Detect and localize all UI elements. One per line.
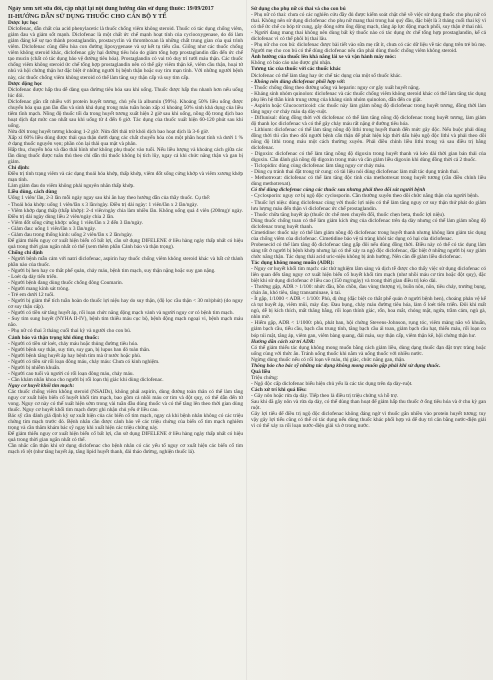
paragraph: - Thuốc lợi niệu: dùng diclofenac cùng với thuốc lợi niệu có thể làm tăng nguy cơ suy thận thứ phát do giảm lưu lượng máu đến thận vì diclofenac ức chế prostaglandin.	[251, 199, 486, 212]
paragraph: - Lithium: diclofenac có thể làm tăng nồng độ lithi trong huyết thanh đến mức gây độc. Nếu buộc phải dùng đồng thời thì cần theo dõi người bệnh cẩn thận để phát hiện kịp thời dấu hiệu ngộ độc lithi và phải theo dõi nồng độ lithi trong máu một cách thường xuyên. Phải điều chỉnh liều lithi trong và sau điều trị bằng diclofenac.	[251, 126, 486, 152]
subheading: Nguy cơ huyết khối tim mạch:	[8, 382, 75, 389]
revision-date: 19/09/2017	[186, 6, 214, 12]
paragraph: Diclofenac gắn rất nhiều với protein huyết tương, chủ yếu là albumin (99%). Khoảng 50% liều uống được chuyển hóa qua gan lần đầu và sinh khả dụng trong máu tuần hoàn xấp xỉ khoảng 50% sinh khả dụng của liều tiêm tĩnh mạch. Nồng độ thuốc tối đa trong huyết tương xuất hiện 2 giờ sau khi uống, nồng độ trong dịch bao hoạt dịch đạt mức cao nhất sau khi uống từ 4 đến 6 giờ. Tác dụng của thuốc xuất hiện 60-120 phút sau khi uống.	[8, 98, 243, 129]
subheading: Cảnh báo và thận trọng khi dùng thuốc:	[8, 334, 100, 341]
paragraph: - Người bệnh mẫn cảm với natri diclofenac, aspirin hay thuốc chống viêm không steroid khác và bất cứ thành phần nào của thuốc.	[8, 255, 243, 268]
paragraph: - Người bị giảm thể tích tuần hoàn do thuốc lợi niệu hay do suy thận, (độ lọc cầu thận < 30 ml/phút) (do nguy cơ suy thận cấp).	[8, 298, 243, 311]
paragraph: Không có báo cáo nào được ghi nhận.	[251, 60, 332, 67]
paragraph: - Digoxin: diclofenac có thể làm tăng nồng độ digoxin trong huyết thanh và kéo dài thời gian bán thải của digoxin. Cần đánh giá nồng độ digoxin trong máu và cần giảm liều digoxin khi dùng đồng thời cả 2 thuốc.	[251, 151, 486, 164]
paragraph: Ngừng dùng thuốc nếu có rối loạn về máu, thị giác, chức năng gan, thận.	[251, 356, 406, 363]
paragraph: - Hiếm gặp, ADR < 1/1000: phù, phát ban, hội chứng Stevens-Johnson, rụng tóc, viêm màng não vô khuẩn, giảm bạch cầu, tiểu cầu, bạch cầu trung tính, tăng bạch cầu ái toan, giảm bạch cầu hạt, thiếu máu, rối loạn co bóp túi mật, tăng áp, viêm gan, viêm bàng quang, đái máu, suy thận cấp, viêm thận kẽ, hội chứng thận hư.	[251, 320, 486, 339]
paragraph: - Người bị hen hay co thắt phế quản, chảy máu, bệnh tim mạch, suy thận nặng hoặc suy gan nặng.	[8, 268, 216, 275]
paragraph: - Suy tim sung huyết (NYHA II-IV), bệnh tim thiếu máu cục bộ, bệnh động mạch ngoại vi, bệnh mạch máu não.	[8, 316, 243, 329]
paragraph: Triệu chứng:	[251, 374, 279, 381]
paragraph: Cần nhắc cẩn thận khi sử dụng diclofenac cho bệnh nhân có các yếu tố nguy cơ xuất hiện các biến cố tim mạch rõ rệt (như tăng huyết áp, tăng lipid huyết thanh, đái tháo đường, nghiện thuốc lá).	[8, 443, 243, 456]
paragraph: - Người có tiền sử tăng huyết áp, rối loạn chức năng động mạch vành và người nguy cơ có bệnh tim mạch.	[8, 310, 234, 317]
paragraph: - Người cao tuổi và người có rối loạn đông máu, chảy máu.	[8, 370, 134, 377]
left-column	[8, 6, 243, 676]
paragraph: - Aspirin hoặc Glucocorticoid: các thuốc này làm giảm nồng độ diclofenac trong huyết tương, đồng thời làm tăng nguy cơ chảy máu dạ dày-ruột.	[251, 102, 486, 115]
paragraph: - Ít gặp, 1/1000 < ADR < 1/100: Phù, dị ứng (đặc biệt co thắt phế quản ở người bệnh hen), choáng phản vệ kể cả tụt huyết áp, viêm mũi, mày đay. Đau bụng, chảy máu đường tiêu hóa, làm ổ loét tiến triển. Đôi khi mất ngủ, dễ bị kích thích, mất thăng bằng, rối loạn thính giác, rốn, hoa mắt, chóng mặt, ngứa, trầm cảm, ngủ gà, nhìn mờ.	[251, 296, 486, 321]
paragraph: - Nguy cơ huyết khối tim mạch: các thử nghiệm lâm sàng và dịch tễ được cho thấy việc sử dụng diclofenac có liên quan đến tăng nguy cơ xuất hiện biến cố huyết khối tim mạch (như nhồi máu cơ tim hoặc đột quỵ), đặc biệt khi sử dụng diclofenac ở liều cao (150 mg/ngày) và trong thời gian điều trị kéo dài.	[251, 266, 486, 285]
paragraph: - Thuốc chống đông theo đường uống và heparin: nguy cơ gây xuất huyết nặng.	[251, 84, 420, 91]
paragraph: - Người có tiền sử rối loạn đông máu, chảy máu: Chưa có kinh nghiệm.	[8, 358, 160, 365]
paragraph: Xấp xỉ 60% liều dùng được thải qua thận dưới dạng các chất chuyển hóa còn một phần hoạt tính và dưới 1 % ở dạng thuốc nguyên vẹn; phần còn lại thải qua mật và phân.	[8, 134, 243, 148]
paragraph: - Thường gặp, ADR > 1/100: nhức đầu, bồn chồn, đau vùng thượng vị, buồn nôn, nôn, tiêu chảy, trướng bụng, chán ăn, khó tiêu, tăng transaminase, ù tai.	[251, 284, 486, 297]
paragraph: - Phụ nữ có thai: chưa có các nghiên cứu đầy đủ được kiểm soát chặt chẽ về việc sử dụng thuốc cho phụ nữ có thai. Không nên sử dụng diclofenac cho phụ nữ mang thai trong hai quý đầu, đặc biệt là 3 tháng cuối thai kỳ vì có thể ức chế co bóp tử cung, gây đóng sớm ống động mạch, tăng áp lực động mạch phổi, suy thận ở thai nhi.	[251, 12, 486, 31]
subheading: Cách xử trí khi quá liều:	[251, 386, 307, 393]
paragraph: Diclofenac có thể làm tăng hay ức chế tác dụng của một số thuốc khác.	[251, 72, 402, 79]
paragraph: Diclofenac, dẫn chất của acid phenylacetic là thuốc chống viêm không steroid. Thuốc có tác dụng chống viêm, giảm đau và giảm sốt mạnh. Diclofenac là một chất ức chế mạnh hoạt tính của cyclooxygenase, do đó làm giảm đáng kể sự tạo thành prostaglandin, prostacyclin và thromboxan là những chất trung gian của quá trình viêm. Diclofenac cũng điều hòa con đường lipoxygenase và sự kết tụ tiểu cầu. Giống như các thuốc chống viêm không steroid khác, diclofenac gây hại đường tiêu hóa do giảm tổng hợp prostaglandin dẫn đến ức chế tạo mucin (chất có tác dụng bảo vệ đường tiêu hóa). Prostaglandin có vai trò duy trì tưới máu thận. Các thuốc chống viêm không steroid ức chế tổng hợp prostaglandin nên có thể gây viêm thận kẽ, viêm cầu thận, hoại tử nhú và hội chứng thận hư đặc biệt ở những người bị bệnh thận hoặc suy tim mạn tính. Với những người bệnh này, các thuốc chống viêm không steroid có thể làm tăng suy thận cấp và suy tim cấp.	[8, 26, 243, 81]
paragraph: Các thuốc chống viêm không steroid (NSAIDs), không phải aspirin, dùng đường toàn thân có thể làm tăng nguy cơ xuất hiện biến cố huyết khối tim mạch, bao gồm cả nhồi máu cơ tim và đột quỵ, có thể dẫn đến tử vong. Nguy cơ này có thể xuất hiện sớm trong vài tuần đầu dùng thuốc và có thể tăng lên theo thời gian dùng thuốc. Nguy cơ huyết khối tim mạch được ghi nhận chủ yếu ở liều cao.	[8, 388, 243, 414]
paragraph: - Thoái hóa khớp: uống 1 viên/lần x 3 lần/ngày. Điều trị dài ngày: 1 viên/lần x 2 lần/ngày.	[8, 201, 199, 208]
subheading: Chống chỉ định	[8, 249, 43, 256]
subheading: Liều dùng, cách dùng	[8, 189, 57, 196]
leaflet-columns	[8, 6, 486, 676]
section-title: II-HƯỚNG DẪN SỬ DỤNG THUỐC CHO CÁN BỘ Y TẾ	[8, 12, 167, 20]
paragraph: - Giảm đau trong thống kinh: uống 2 viên/lần x 2 lần/ngày.	[8, 231, 133, 238]
subheading: Hướng dẫn cách xử trí ADR:	[251, 338, 316, 345]
paragraph: - Giảm đau: uống 1 viên/lần x 3 lần/ngày.	[8, 225, 97, 232]
paragraph: - Người mang kính sát tròng.	[8, 286, 70, 293]
paragraph: - Methotrexat: diclofenac có thể làm tăng độc tính của methotrexat trong huyết tương (cần điều chỉnh liều dùng methotrexat).	[251, 175, 486, 188]
column-fold-line	[246, 0, 247, 680]
subheading: Quá liều	[251, 368, 271, 375]
paragraph: Bác sỹ cần đánh giá định kỳ sự xuất hiện của các biến cố tim mạch, ngay cả khi bệnh nhân không có các triệu chứng tim mạch trước đó. Bệnh nhân cần được cảnh báo về các triệu chứng của biến cố tim mạch nghiêm trọng và cần thăm khám bác sỹ ngay khi xuất hiện các triệu chứng này.	[8, 413, 243, 432]
paragraph: - Người bệnh tăng huyết áp hay bệnh tim mà ứ nước hoặc phù.	[8, 352, 142, 359]
paragraph: Cimetidine: thuốc này có thể làm giảm nồng độ diclofenac trong huyết thanh nhưng không làm giảm tác dụng của chống viêm của diclofenac. Cimetidine bảo vệ tá tràng khỏi tác dụng có hại của diclofenac.	[251, 229, 486, 242]
paragraph: Làm giảm đau do viêm không phải nguyên nhân thấp khớp.	[8, 183, 135, 190]
revision-label: Ngày xem xét sửa đổi, cập nhật lại nội dung hướng dẫn sử dụng thuốc:	[8, 6, 186, 12]
paragraph: Nửa đời trong huyết tương khoảng 1-2 giờ. Nửa đời thải trừ khỏi dịch bao hoạt dịch là 3-6 giờ.	[8, 128, 209, 135]
subheading: Chỉ định:	[8, 165, 30, 172]
paragraph: - Ngộ độc cấp diclofenac biểu hiện chủ yếu là các tác dụng trên dạ dày-ruột.	[251, 380, 413, 387]
paragraph: Để giảm thiểu nguy cơ xuất hiện biến cố bất lợi, cần sử dụng DIFELENE ở liều hàng ngày thấp nhất có hiệu quả trong thời gian ngắn nhất có thể (xem thêm phần Cảnh báo và thận trọng).	[8, 237, 243, 250]
paragraph: Probenecid có thể làm tăng độ diclofenac tăng gấp đôi nếu dùng đồng thời. Điều này có thể có tác dụng lâm sàng tốt ở người bị bệnh khớp nhưng lại có thể xảy ra ngộ độc diclofenac, đặc biệt ở những người bị suy giảm chức năng thận. Tác dụng thải acid uric-niệu không bị ảnh hưởng. Nên cân đề giảm liều diclofenac.	[251, 241, 486, 260]
paragraph: - Người bệnh đang dùng thuốc chống đông Coumarin.	[8, 280, 123, 287]
paragraph: - Trẻ em dưới 12 tuổi.	[8, 292, 55, 299]
paragraph: - Dùng cụ tránh thai đặt trong tử cung: có tài liệu nói dùng diclofenac làm mất tác dụng tránh thai.	[251, 169, 460, 176]
subheading: Dược động học	[8, 80, 43, 87]
subheading: Ảnh hưởng của thuốc lên khả năng lái xe và vận hành máy móc:	[251, 54, 397, 61]
paragraph: - Cần khám nhãn khoa cho người bị rối loạn thị giác khi dùng diclofenac.	[8, 376, 164, 383]
paragraph: - Diflunisal: dùng đồng thời với diclofenac có thể làm tăng nồng độ diclofenac trong huyết tương, làm giảm độ thanh lọc diclofenac và có thể gây chảy máu rất nặng ở đường tiêu hóa.	[251, 114, 486, 127]
paragraph: Hấp thu, chuyển hóa và đào thải hình như không phụ thuộc vào tuổi. Nếu liều lượng và khoảng cách giữa các lần dùng thuốc được tuân thủ theo chỉ dẫn thì thuốc không bị tích lũy, ngay cả khi chức năng thận và gan bị giảm.	[8, 147, 243, 166]
subheading: - Không nên dùng diclofenac phối hợp với:	[251, 78, 346, 85]
paragraph: Có thể giảm thiểu tác dụng không mong muốn bằng cách giảm liều, dùng dạng thuốc đạn đặt trực tràng hoặc uống cùng với thức ăn. Tránh uống thuốc khi nằm và uống thuốc với nhiều nước.	[251, 344, 486, 357]
paragraph: Sau khi đã gây nôn và rửa dạ dày, có thể dùng than hoạt để giảm hấp thu thuốc ở ống tiêu hóa và ở chu kỳ gan ruột.	[251, 399, 486, 412]
paragraph: - Ticlopidin: dùng cùng diclofenac làm tăng nguy cơ chảy máu.	[251, 163, 386, 170]
subheading: Thông báo cho bác sỹ những tác dụng không mong muốn gặp phải khi sử dụng thuốc.	[251, 362, 441, 369]
paragraph: - Phụ nữ cho con bú: diclofenac được bài tiết vào sữa mẹ rất ít, chưa có các dữ liệu về tác dụng trên trẻ bú mẹ. Người mẹ cho con bú có thể dùng diclofenac nếu cần phải dùng thuốc chống viêm không steroid.	[251, 42, 486, 55]
paragraph: - Cyclosporin: nguy cơ bị ngộ độc cyclosporin. Cần thường xuyên theo dõi chức năng thận của người bệnh.	[251, 193, 479, 200]
paragraph: Diclofenac được hấp thu dễ dàng qua đường tiêu hóa sau khi uống. Thuốc được hấp thu nhanh hơn nếu uống lúc đói.	[8, 86, 243, 99]
subheading: Tác dụng không mong muốn (ADR):	[251, 259, 335, 266]
paragraph: Điều trị tình trạng viêm và các dạng thoái hóa khớp, thấp khớp, viêm đốt sống cứng khớp và viêm xương khớp mạn tính.	[8, 171, 243, 184]
paragraph: Gây lợi tiểu để điều trị ngộ độc diclofenac không đáng ngờ vì thuốc gắn nhiều vào protein huyết tương; tuy vậy gây lợi tiểu cũng có thể có tác dụng nếu dùng thuốc khác phối hợp và để duy trì cân bằng nước-điện giải vì có thể xảy ra rối loạn nước-điện giải và ở trong nước.	[251, 411, 486, 430]
paragraph: - Người có tiền sử loét, chảy máu hoặc thủng đường tiêu hóa.	[8, 340, 139, 347]
paragraph: - Gây nôn hoặc rửa dạ dày. Tiếp theo là điều trị triệu chứng và hỗ trợ.	[251, 393, 399, 399]
paragraph: - Viêm đốt sống cứng khớp: uống 1 viên/lần x 2 đến 3 lần/ngày.	[8, 219, 143, 226]
paragraph: - Phụ nữ có thai 3 tháng cuối thai kỳ và người cho con bú.	[8, 328, 132, 335]
right-column	[251, 6, 486, 676]
paragraph: - Người đang mang thai không nên dùng bất kỳ thuốc nào có tác dụng ức chế tổng hợp prostaglandin, kể cả diclofenac vì có thể phôi bị thai lâu.	[251, 30, 486, 43]
paragraph: - Người bệnh suy thận, suy tim, suy gan, bị lupus ban đỏ toàn thân.	[8, 346, 151, 353]
subheading: Có thể dùng diclofenac cùng các thuốc sau nhưng phải theo dõi sát người bệnh	[251, 187, 426, 194]
paragraph: Để giảm thiểu nguy cơ xuất hiện biến cố bất lợi, cần sử dụng DIFELENE ở liều hàng ngày thấp nhất có hiệu quả trong thời gian ngắn nhất có thể.	[8, 431, 243, 444]
paragraph: Uống 1 viên/ lần, 2-3 lần mỗi ngày ngay sau khi ăn hay theo hướng dẫn của thầy thuốc. Cụ thể:	[8, 195, 211, 202]
paragraph: Dùng thuốc chống toan có thể làm giảm kích ứng của diclofenac trên dạ dày nhưng có thể làm giảm nồng độ diclofenac trong huyết thanh.	[251, 217, 486, 230]
paragraph: - Thuốc chữa tăng huyết áp (thuốc ức chế men chuyển đổi, thuốc chẹn beta, thuốc lợi niệu).	[251, 211, 446, 218]
subheading: Tương tác của thuốc với các thuốc khác	[251, 66, 341, 73]
paragraph: - Kháng sinh nhóm quinolon: diclofenac và các thuốc chống viêm không steroid khác có thể làm tăng tác dụng phụ lên hệ thần kinh trung ương của kháng sinh nhóm quinolon, dẫn đến co giật.	[251, 90, 486, 103]
revision-date-heading	[8, 6, 243, 13]
subheading: Sử dụng cho phụ nữ có thai và cho con bú	[251, 6, 346, 12]
subheading: Dược lực học	[8, 20, 38, 27]
paragraph: - Viêm khớp dạng thấp (thấp khớp): 2-4 viên/ngày chia làm nhiều lần. Không uống quá 4 viên (200mg)/ ngày. Điều trị dài ngày dùng liều 2 viên/ngày chia 2 lần.	[8, 207, 243, 220]
paragraph: - Người bị nhiễm khuẩn.	[8, 364, 61, 371]
paragraph: - Loét dạ dày tiến triển.	[8, 274, 58, 281]
